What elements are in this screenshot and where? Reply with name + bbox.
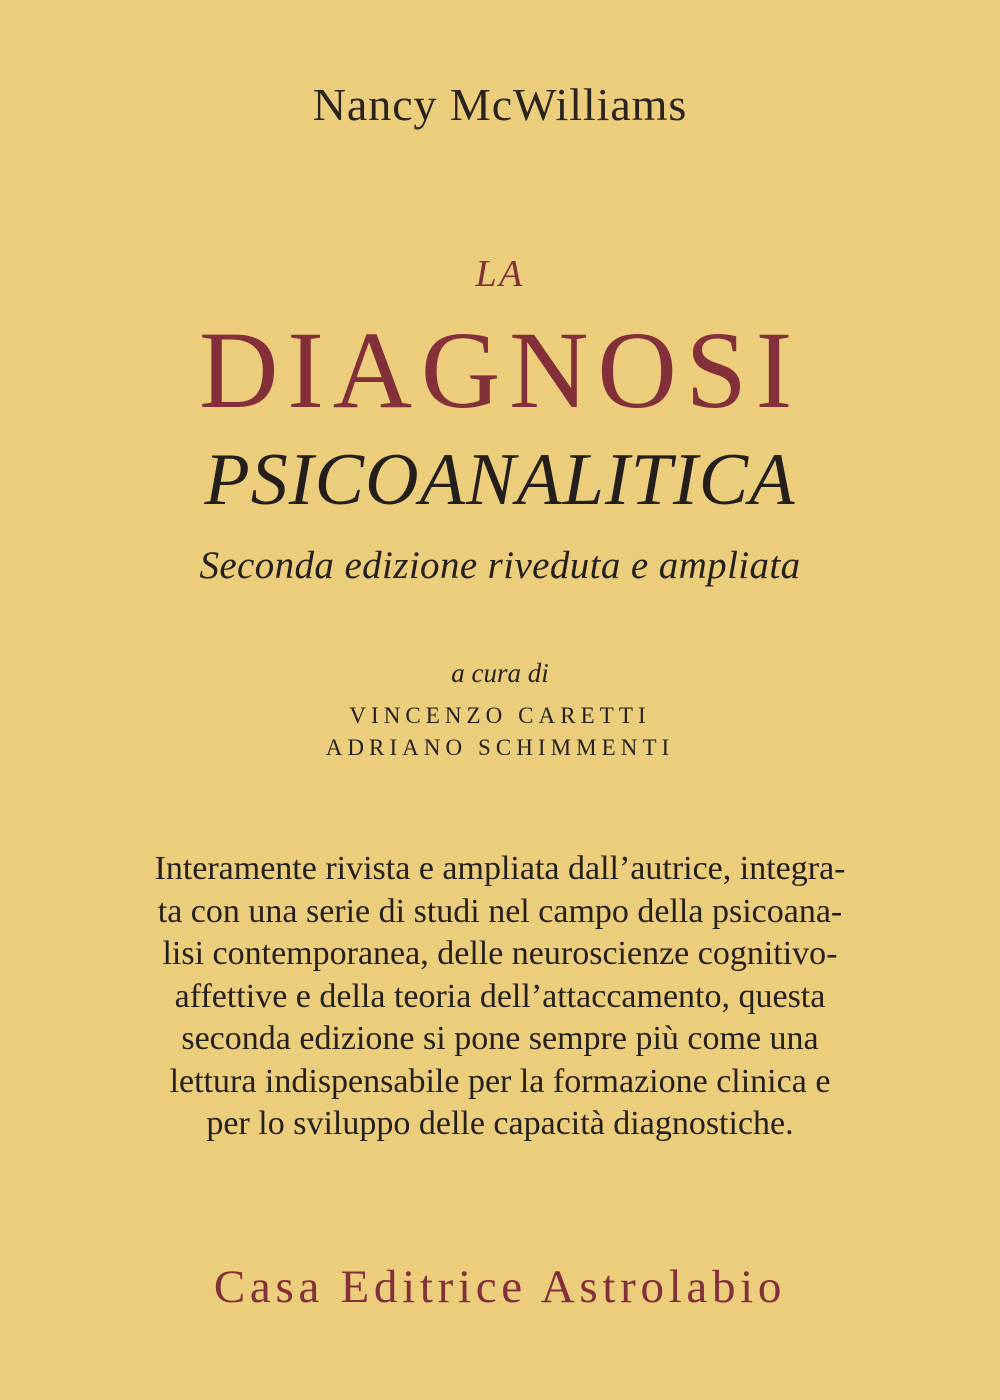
blurb-line: seconda edizione si pone sempre più come una: [181, 1020, 819, 1057]
title-main: DIAGNOSI: [198, 309, 802, 431]
edition-note: Seconda edizione riveduta e ampliata: [199, 544, 801, 587]
editors-block: [0, 700, 1000, 764]
curated-by-label: a cura di: [451, 658, 549, 688]
publisher-name: Casa Editrice Astrolabio: [213, 1261, 787, 1313]
editor-name: ADRIANO SCHIMMENTI: [325, 735, 675, 760]
title-article: LA: [475, 253, 525, 295]
blurb-line: lettura indispensabile per la formazione clinica e: [169, 1062, 831, 1100]
blurb-line: lisi contemporanea, delle neuroscienze cognitivo-: [162, 935, 838, 972]
blurb-line: per lo sviluppo delle capacità diagnostiche.: [206, 1105, 794, 1142]
blurb-line: ta con una serie di studi nel campo della psicoana-: [157, 892, 843, 930]
author-name: Nancy McWilliams: [312, 79, 688, 130]
editor-name: VINCENZO CARETTI: [349, 703, 651, 728]
blurb-line: affettive e della teoria dell’attaccamento, questa: [174, 977, 826, 1015]
blurb-line: Interamente rivista e ampliata dall’autrice, integra-: [154, 850, 846, 887]
title-subtitle: PSICOANALITICA: [204, 439, 796, 521]
blurb-paragraph: [0, 848, 1000, 1146]
